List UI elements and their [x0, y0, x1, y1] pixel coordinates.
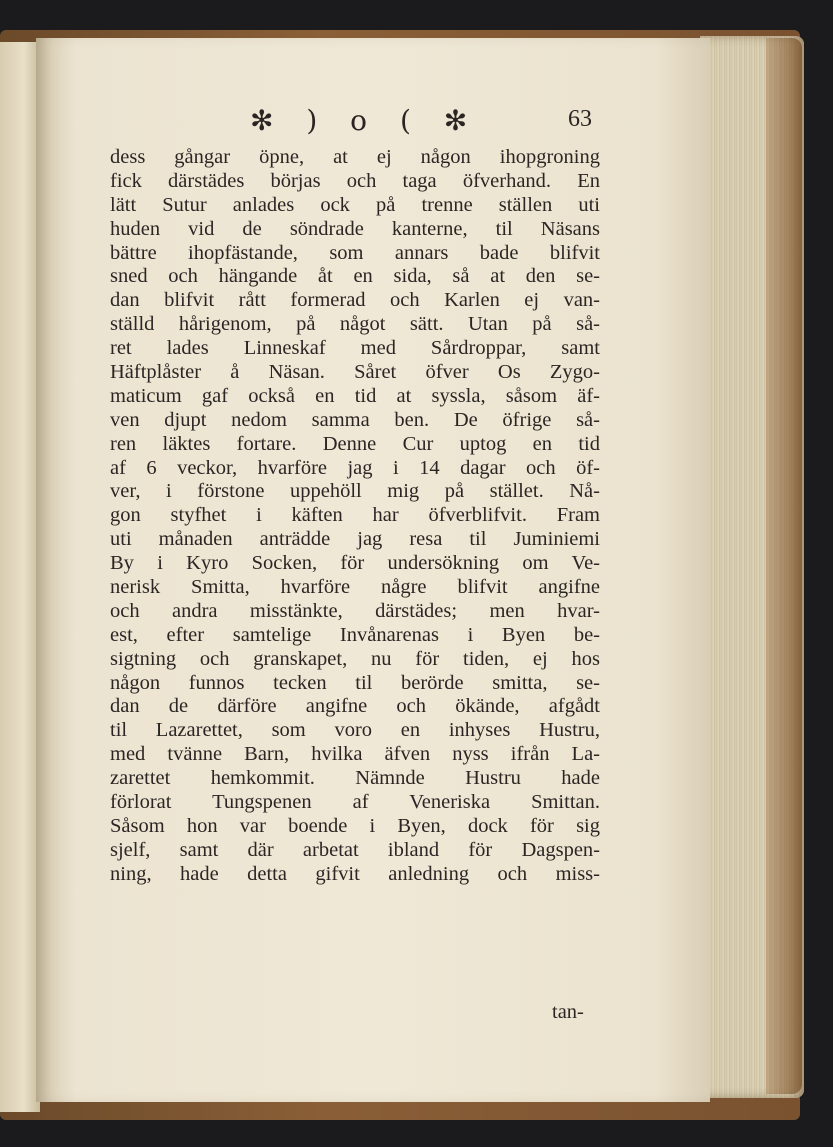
text-line: uti månaden anträdde jag resa til Juminiemi	[110, 528, 600, 551]
page-header	[250, 104, 630, 144]
text-line: sned och hängande åt en sida, så at den se-	[110, 265, 600, 288]
text-line: bättre ihopfästande, som annars bade blifvit	[110, 241, 600, 264]
text-line: ven djupt nedom samma ben. De öfrige så-	[110, 408, 600, 431]
text-line: maticum gaf också en tid at syssla, såsom äf-	[110, 384, 600, 407]
body-text	[110, 146, 600, 887]
header-ornament: ✻ ) o ( ✻	[250, 104, 480, 137]
text-line: förlorat Tungspenen af Veneriska Smittan.	[110, 791, 600, 814]
text-line: någon funnos tecken til berörde smitta, se-	[110, 671, 600, 694]
text-line: lätt Sutur anlades ock på trenne ställen uti	[110, 193, 600, 216]
text-line: med tvänne Barn, hvilka äfven nyss ifrån La-	[110, 743, 600, 766]
text-line: ver, i förstone uppehöll mig på stället. Nå-	[110, 480, 600, 503]
text-line: fick därstädes börjas och taga öfverhand. En	[110, 169, 600, 192]
left-page-edge	[0, 42, 40, 1112]
text-line: ren läktes fortare. Denne Cur uptog en tid	[110, 432, 600, 455]
text-line: af 6 veckor, hvarföre jag i 14 dagar och öf-	[110, 456, 600, 479]
text-line: sigtning och granskapet, nu för tiden, ej hos	[110, 647, 600, 670]
text-line: och andra misstänkte, därstädes; men hvar-	[110, 599, 600, 622]
text-line: By i Kyro Socken, för undersökning om Ve-	[110, 552, 600, 575]
text-line: ning, hade detta gifvit anledning och miss-	[110, 862, 600, 885]
text-line: est, efter samtelige Invånarenas i Byen be-	[110, 623, 600, 646]
text-line: Såsom hon var boende i Byen, dock för sig	[110, 814, 600, 837]
text-line: zarettet hemkommit. Nämnde Hustru hade	[110, 767, 600, 790]
text-line: dan de därföre angifne och ökände, afgådt	[110, 695, 600, 718]
fore-edge	[766, 38, 802, 1094]
text-line: Häftplåster å Näsan. Såret öfver Os Zygo-	[110, 361, 600, 384]
text-line: ret lades Linneskaf med Sårdroppar, samt	[110, 337, 600, 360]
text-line: sjelf, samt där arbetat ibland för Dagspen-	[110, 838, 600, 861]
text-line: nerisk Smitta, hvarföre någre blifvit angifne	[110, 576, 600, 599]
catchword: tan-	[552, 1001, 584, 1023]
text-line: huden vid de söndrade kanterne, til Näsans	[110, 217, 600, 240]
page-number: 63	[568, 106, 592, 132]
text-line: dess gångar öpne, at ej någon ihopgroning	[110, 146, 600, 168]
text-line: ställd hårigenom, på något sätt. Utan på så-	[110, 313, 600, 336]
text-line: gon styfhet i käften har öfverblifvit. Fram	[110, 504, 600, 527]
text-line: dan blifvit rått formerad och Karlen ej van-	[110, 289, 600, 312]
text-line: til Lazarettet, som voro en inhyses Hustru,	[110, 719, 600, 742]
